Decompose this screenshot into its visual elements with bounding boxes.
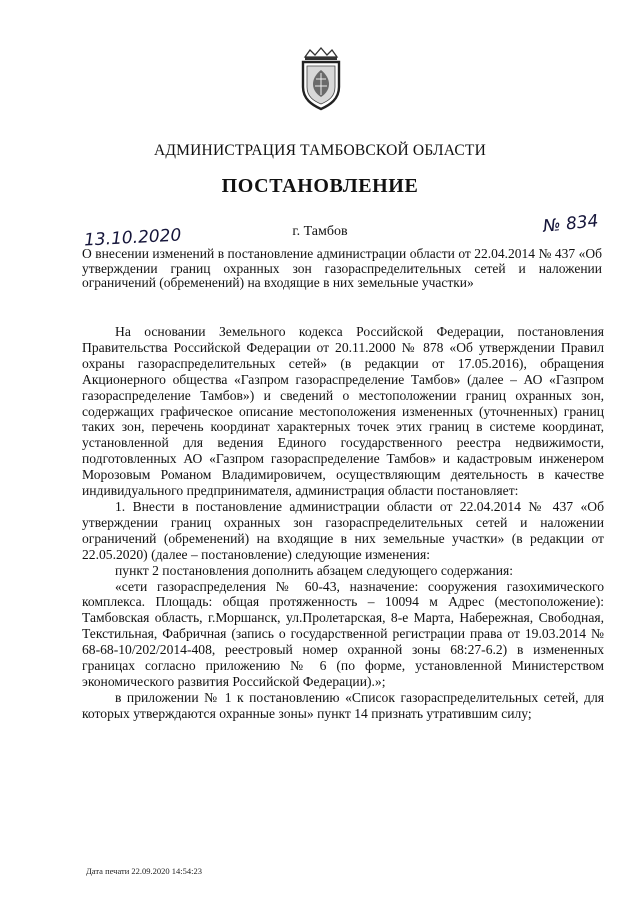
city-label: г. Тамбов: [292, 224, 348, 239]
body-paragraph-item-1: 1. Внести в постановление администрации области от 22.04.2014 № 437 «Об утверждении границ охранных зон газораспределительных сетей и наложении ограничений (обременений) на входящие в них земельные участки» (в редакции от 22.05.2020) (далее – постановление) следующие изменения:: [82, 498, 604, 562]
body-paragraph-clause-2: пункт 2 постановления дополнить абзацем следующего содержания:: [115, 562, 514, 578]
handwritten-date: 13.10.2020: [83, 225, 182, 251]
coat-of-arms-icon: [297, 47, 345, 111]
print-date-footer: Дата печати 22.09.2020 14:54:23: [86, 866, 202, 876]
document-body: [82, 324, 604, 722]
body-paragraph-quote: «сети газораспределения № 60-43, назначение: сооружения газохимического комплекса. Площадь: общая протяженность – 10094 м Адрес (местоположение): Тамбовская область, г.Моршанск, ул.Пролетарская, 8-е Марта, Набережная, Свободная, Текстильная, Фабричная (запись о государственной регистрации права от 19.03.2014 № 68-68-10/202/2014-408, реестровый номер охранной зоны 68:27-6.2) в измененных границах согласно приложению № 6 (по форме, установленной Министерством экономического развития Российской Федерации).»;: [82, 578, 604, 689]
body-paragraph-appendix: в приложении № 1 к постановлению «Список газораспределительных сетей, для которых утверждаются охранные зоны» пункт 14 признать утратившим силу;: [82, 689, 604, 721]
organization-title: АДМИНИСТРАЦИЯ ТАМБОВСКОЙ ОБЛАСТИ: [154, 142, 486, 159]
document-subject: О внесении изменений в постановление администрации области от 22.04.2014 № 437 «Об утверждении границ охранных зон газораспределительных сетей и наложении ограничений (обременений) на входящие в них земельные участки»: [82, 246, 602, 290]
document-type-title: ПОСТАНОВЛЕНИЕ: [221, 175, 419, 197]
body-paragraph-preamble: На основании Земельного кодекса Российской Федерации, постановления Правительства Российской Федерации от 20.11.2000 № 878 «Об утверждении Правил охраны газораспределительных сетей» (в редакции от 17.05.2016), обращения Акционерного общества «Газпром газораспределение Тамбов» (далее – АО «Газпром газораспределение Тамбов») и сведений о местоположении границ охранных зон, содержащих графическое описание местоположения измененных (уточненных) границ таких зон, перечень координат характерных точек этих границ в системе координат, установленной для ведения Единого государственного реестра недвижимости, подготовленных АО «Газпром газораспределение Тамбов» и кадастровым инженером Морозовым Романом Владимировичем, осуществляющим деятельность в качестве индивидуального предпринимателя, администрация области постановляет:: [82, 324, 604, 499]
handwritten-number: № 834: [542, 211, 600, 237]
